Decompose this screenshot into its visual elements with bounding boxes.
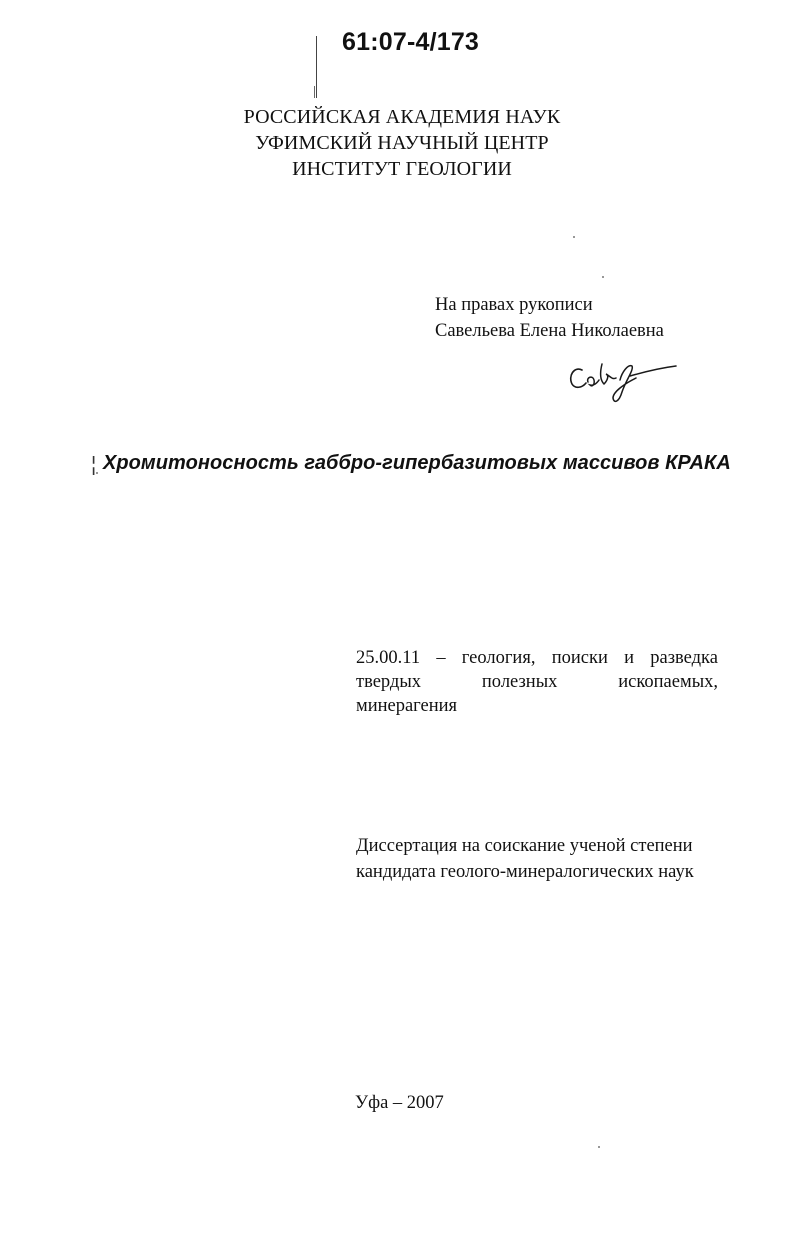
institution-center: УФИМСКИЙ НАУЧНЫЙ ЦЕНТР: [255, 132, 549, 154]
specialty-word: минерагения: [356, 696, 458, 716]
specialty-word: и: [624, 648, 634, 668]
manuscript-rights-block: [435, 292, 664, 344]
specialty-line-2: [356, 670, 718, 694]
scan-speck: [602, 276, 604, 278]
degree-statement: [356, 833, 694, 885]
specialty-word: 25.00.11: [356, 648, 421, 668]
scan-speck: [598, 1146, 600, 1148]
title-margin-mark: ¦: [91, 454, 97, 476]
specialty-block: [356, 646, 718, 718]
specialty-word: геология,: [461, 648, 536, 668]
catalog-number: 61:07-4/173: [342, 28, 480, 56]
author-signature: [566, 358, 678, 408]
degree-statement-line-2: кандидата геолого-минералогических наук: [356, 862, 694, 882]
specialty-word: ископаемых,: [618, 672, 718, 692]
specialty-word: твердых: [356, 672, 422, 692]
scan-speck: [96, 472, 98, 474]
city-and-year: Уфа – 2007: [355, 1093, 444, 1113]
specialty-line-1: [356, 646, 718, 670]
manuscript-rights-label: На правах рукописи: [435, 295, 593, 315]
institution-academy: РОССИЙСКАЯ АКАДЕМИЯ НАУК: [243, 106, 561, 128]
institution-header: [196, 104, 608, 182]
degree-statement-line-1: Диссертация на соискание ученой степени: [356, 836, 693, 856]
stamp-tick-mark: [314, 86, 315, 98]
specialty-line-3: [356, 694, 718, 718]
author-name: Савельева Елена Николаевна: [435, 321, 664, 341]
specialty-word: поиски: [551, 648, 608, 668]
dissertation-title: Хромитоносность габбро-гипербазитовых массивов КРАКА: [103, 452, 731, 474]
specialty-word: полезных: [481, 672, 558, 692]
specialty-word: разведка: [650, 648, 718, 668]
institution-institute: ИНСТИТУТ ГЕОЛОГИИ: [292, 158, 512, 180]
scan-speck: [573, 236, 575, 238]
stamp-vertical-line: [316, 36, 317, 98]
specialty-word: –: [436, 648, 446, 668]
